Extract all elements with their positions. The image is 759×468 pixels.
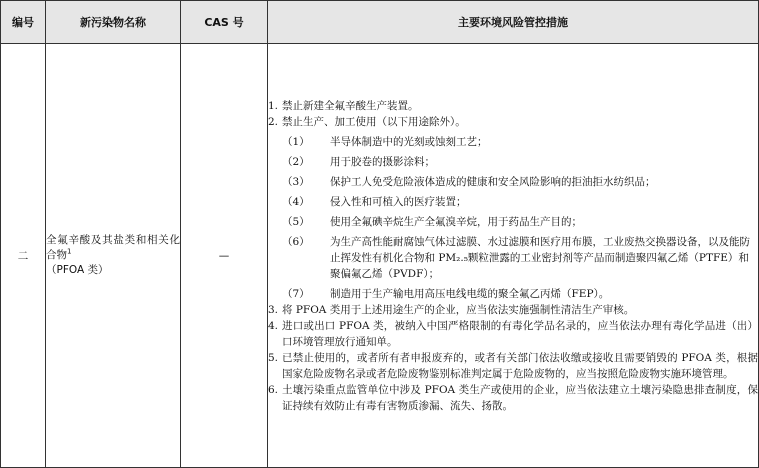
- exemption-number: （3）: [282, 175, 310, 188]
- exemption-item: [268, 174, 758, 190]
- measure-number: 5.: [268, 351, 279, 364]
- cas-number: —: [181, 44, 268, 468]
- exemption-number: （7）: [282, 287, 310, 300]
- measure-item: [268, 350, 758, 382]
- exemption-item: [268, 214, 758, 230]
- exemption-number: （5）: [282, 215, 310, 228]
- measure-item: [268, 302, 758, 318]
- measure-number: 1.: [268, 99, 279, 112]
- measure-number: 2.: [268, 115, 279, 128]
- exemption-text: 用于胶卷的摄影涂料；: [330, 155, 435, 168]
- row-number: 二: [1, 44, 46, 468]
- measure-item: [268, 98, 758, 114]
- exemption-text: 半导体制造中的光刻或蚀刻工艺；: [330, 135, 488, 148]
- header-number: 编号: [1, 1, 46, 44]
- header-cas-number: CAS 号: [181, 1, 268, 44]
- exemption-item: [268, 234, 758, 282]
- exemption-text: 为生产高性能耐腐蚀气体过滤膜、水过滤膜和医疗用布膜，工业废热交换器设备，以及能防止挥发性有机化合物和 PM₂.₅颗粒泄露的工业密封剂等产品而制造聚四氟乙烯（PTFE）和聚偏氟乙烯（PVDF）；: [330, 235, 750, 280]
- measure-number: 4.: [268, 319, 279, 332]
- table-row: [1, 44, 759, 468]
- exemption-text: 使用全氟碘辛烷生产全氟溴辛烷，用于药品生产目的；: [330, 215, 582, 228]
- table-header-row: [1, 1, 759, 44]
- exemption-item: [268, 286, 758, 302]
- measure-text: 禁止新建全氟辛酸生产装置。: [282, 99, 419, 112]
- header-control-measures: 主要环境风险管控措施: [268, 1, 759, 44]
- measure-text: 进口或出口 PFOA 类，被纳入中国严格限制的有毒化学品名录的，应当依法办理有毒化学品进（出）口环境管理放行通知单。: [282, 319, 758, 348]
- exemption-number: （6）: [282, 235, 310, 248]
- measures-cell: [268, 44, 759, 468]
- measure-text: 将 PFOA 类用于上述用途生产的企业，应当依法实施强制性清洁生产审核。: [282, 303, 635, 316]
- exemption-number: （2）: [282, 155, 310, 168]
- exemption-text: 侵入性和可植入的医疗装置；: [330, 195, 467, 208]
- exemption-number: （1）: [282, 135, 310, 148]
- exemption-number: （4）: [282, 195, 310, 208]
- measure-item: [268, 382, 758, 414]
- measure-item: [268, 114, 758, 130]
- exemption-item: [268, 154, 758, 170]
- measure-text: 已禁止使用的，或者所有者申报废弃的，或者有关部门依法收缴或接收且需要销毁的 PFOA 类，根据国家危险废物名录或者危险废物鉴别标准判定属于危险废物的，应当按照危险废物实施环境管理。: [282, 351, 758, 380]
- pollutant-name: 全氟辛酸及其盐类和相关化合物: [46, 234, 180, 261]
- measure-text: 土壤污染重点监管单位中涉及 PFOA 类生产或使用的企业，应当依法建立土壤污染隐患排查制度，保证持续有效防止有毒有害物质渗漏、流失、扬散。: [282, 383, 758, 412]
- exemption-item: [268, 194, 758, 210]
- measure-text: 禁止生产、加工使用（以下用途除外）。: [282, 115, 466, 128]
- header-pollutant-name: 新污染物名称: [46, 1, 181, 44]
- measure-item: [268, 318, 758, 350]
- exemption-text: 保护工人免受危险液体造成的健康和安全风险影响的拒油拒水纺织品；: [330, 175, 656, 188]
- exemption-item: [268, 134, 758, 150]
- pollutant-name-cell: [46, 44, 181, 468]
- exemption-text: 制造用于生产输电用高压电线电缆的聚全氟乙丙烯（FEP）。: [330, 287, 610, 300]
- measure-number: 6.: [268, 383, 279, 396]
- footnote-marker: 1: [67, 247, 72, 256]
- measure-number: 3.: [268, 303, 279, 316]
- pollutant-alias: （PFOA 类）: [46, 264, 109, 276]
